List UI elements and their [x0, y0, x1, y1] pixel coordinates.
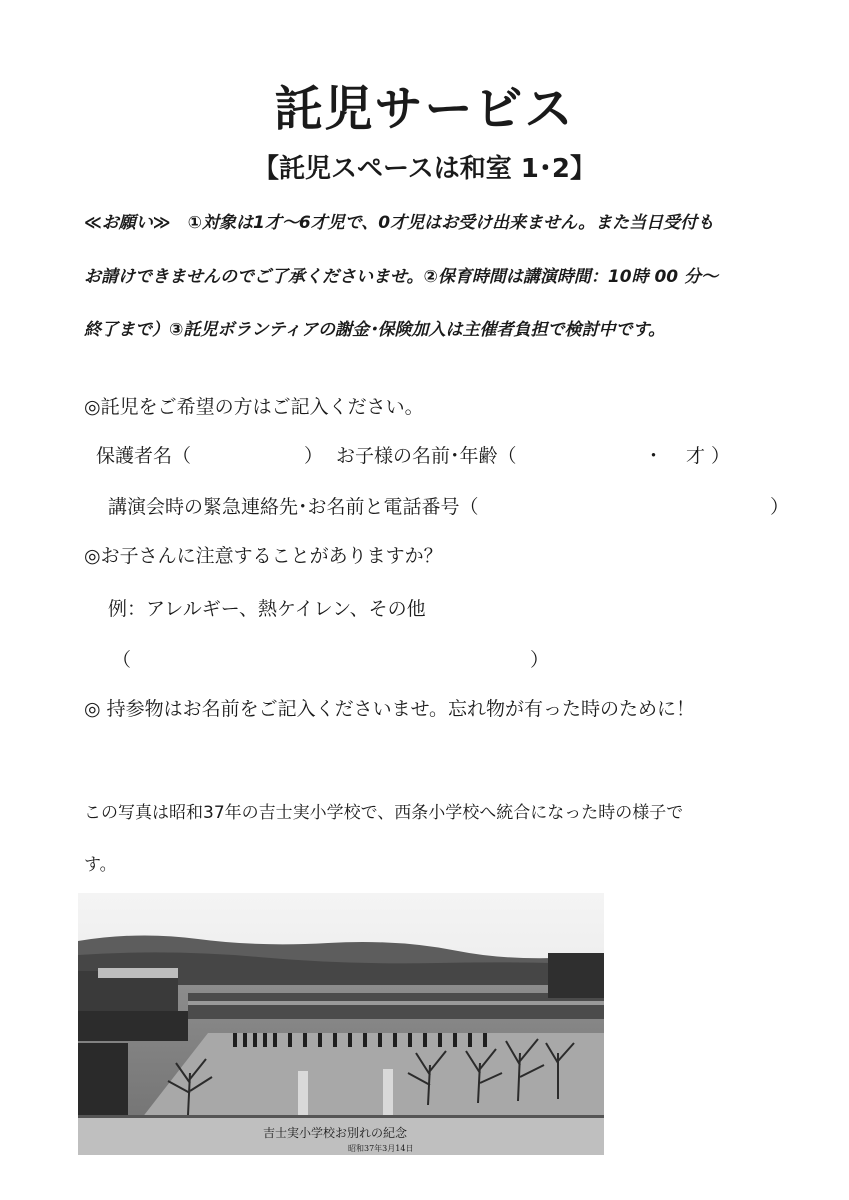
guardian-name-label: 保護者名（: [96, 445, 192, 467]
school-photo: [78, 893, 604, 1155]
emergency-contact-label: 講演会時の緊急連絡先･お名前と電話番号（: [108, 496, 479, 518]
school-photo-illustration: [78, 893, 604, 1155]
photo-inscription: 吉士実小学校お別れの紀念: [263, 1126, 408, 1140]
notice-line-3: 終了まで）③託児ボランティアの謝金･保険加入は主催者負担で検討中です。: [84, 320, 666, 340]
photo-caption-line-2: す。: [84, 855, 117, 875]
form-intro: ◎託児をご希望の方はご記入ください。: [84, 396, 424, 418]
caution-question: ◎お子さんに注意することがありますか？: [84, 545, 443, 567]
photo-caption-line-1: この写真は昭和37年の吉士実小学校で、西条小学校へ統合になった時の様子で: [84, 803, 684, 823]
emergency-contact-close: ）: [770, 496, 790, 518]
belongings-note: ◎ 持参物はお名前をご記入くださいませ。忘れ物が有った時のために！: [84, 698, 696, 720]
guardian-name-close: ）: [304, 445, 324, 467]
child-age-separator: ・: [644, 445, 664, 467]
caution-open-paren: （: [112, 649, 132, 671]
caution-example: 例：アレルギー、熱ケイレン、その他: [108, 598, 426, 620]
page-subtitle: 【託児スペースは和室 1･2】: [253, 154, 596, 184]
photo-date-stamp: 昭和37年3月14日: [348, 1144, 414, 1153]
notice-line-1: ≪お願い≫ ①対象は1才～6才児で、0才児はお受け出来ません。また当日受付も: [84, 213, 715, 233]
page-title: 託児サービス: [274, 81, 575, 137]
caution-close-paren: ）: [530, 649, 550, 671]
child-age-suffix: 才 ）: [686, 445, 731, 467]
child-name-age-label: お子様の名前･年齢（: [336, 445, 517, 467]
notice-line-2: お請けできませんのでご了承くださいませ。②保育時間は講演時間：10時 00 分～: [84, 267, 719, 287]
